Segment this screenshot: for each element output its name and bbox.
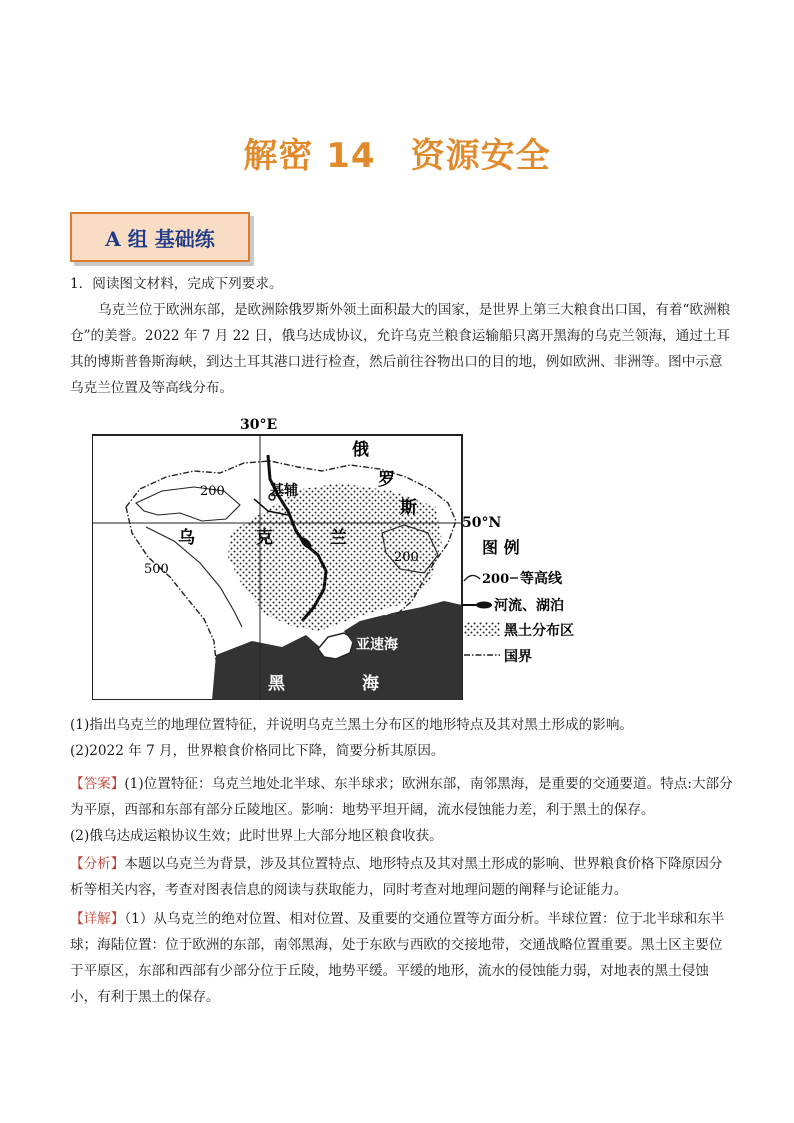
analysis-tag: 【分析】 bbox=[70, 856, 125, 872]
legend-contour-symbol bbox=[464, 575, 480, 581]
legend-title: 图 例 bbox=[482, 538, 520, 557]
question-intro: 1．阅读图文材料，完成下列要求。 bbox=[70, 276, 283, 292]
page-title: 解密 14 资源安全 bbox=[243, 136, 551, 176]
black-sea-char-1: 黑 bbox=[268, 674, 285, 694]
black-sea-char-2: 海 bbox=[362, 674, 379, 694]
legend-soil-symbol bbox=[464, 622, 500, 636]
material-paragraph: 乌克兰位于欧洲东部，是欧洲除俄罗斯外领土面积最大的国家，是世界上第三大粮食出口国，有着“欧洲粮仓”的美誉。2022 年 7 月 22 日，俄乌达成协议，允许乌克兰粮食运输船只离开黑海的乌克兰领海，通过土耳其的博斯普鲁斯海峡，到达土耳其港口进行检查，然后前往谷物出口的目的地，例如欧洲、非洲等。图中示意乌克兰位置及等高线分布。 bbox=[70, 302, 731, 396]
group-label-box bbox=[70, 212, 250, 262]
lat-label: 50°N bbox=[462, 515, 502, 531]
lon-label: 30°E bbox=[240, 417, 278, 433]
ukraine-map bbox=[92, 415, 617, 700]
detail-paragraph bbox=[70, 906, 734, 1010]
legend-border-text: 国界 bbox=[504, 649, 532, 665]
sub-question-2: (2)2022 年 7 月，世界粮食价格同比下降，简要分析其原因。 bbox=[70, 743, 445, 759]
analysis-text: 本题以乌克兰为背景，涉及其位置特点、地形特点及其对黑土形成的影响、世界粮食价格下降原因分析等相关内容，考查对图表信息的阅读与获取能力，同时考查对地理问题的阐释与论证能力。 bbox=[70, 856, 723, 898]
legend-soil-text: 黑土分布区 bbox=[504, 623, 574, 639]
russia-char-2: 罗 bbox=[378, 470, 395, 490]
group-label: A 组 基础练 bbox=[105, 226, 215, 251]
russia-char-1: 俄 bbox=[352, 440, 369, 460]
answer-line-2: (2)俄乌达成运粮协议生效；此时世界上大部分地区粮食收获。 bbox=[70, 828, 443, 844]
sub-question-1: (1)指出乌克兰的地理位置特征，并说明乌克兰黑土分布区的地形特点及其对黑土形成的影响。 bbox=[70, 717, 634, 733]
ukraine-char-2: 克 bbox=[256, 528, 273, 548]
kiev-label: 基辅 bbox=[270, 483, 298, 499]
contour-label-500: 500 bbox=[144, 562, 169, 577]
map-legend bbox=[462, 538, 574, 665]
legend-river-text: 河流、湖泊 bbox=[494, 598, 564, 614]
azov-label: 亚速海 bbox=[356, 637, 398, 653]
detail-tag: 【详解】 bbox=[70, 911, 125, 927]
ukraine-char-3: 兰 bbox=[330, 528, 347, 548]
contour-label-200-west: 200 bbox=[200, 484, 225, 499]
legend-lake-symbol bbox=[476, 602, 492, 609]
legend-contour-value: 200 bbox=[482, 572, 510, 587]
russia-char-3: 斯 bbox=[400, 498, 417, 518]
answer-text-1: (1)位置特征：乌克兰地处北半球、东半球求；欧洲东部，南邻黑海，是重要的交通要道。特点:大部分为平原，西部和东部有部分丘陵地区。影响：地势平坦开阔，流水侵蚀能力差，利于黑土的保存。 bbox=[70, 776, 733, 818]
detail-text: （1）从乌克兰的绝对位置、相对位置、及重要的交通位置等方面分析。半球位置：位于北半球和东半球；海陆位置：位于欧洲的东部，南邻黑海，处于东欧与西欧的交接地带，交通战略位置重要。黑土区主要位于平原区，东部和西部有少部分位于丘陵，地势平缓。平缓的地形，流水的侵蚀能力弱，对地表的黑土侵蚀小，有利于黑土的保存。 bbox=[70, 911, 725, 1005]
contour-label-200-east: 200 bbox=[394, 550, 419, 565]
ukraine-char-1: 乌 bbox=[178, 528, 195, 548]
answer-line-1 bbox=[70, 771, 734, 823]
analysis-paragraph bbox=[70, 851, 734, 903]
legend-contour-text: 等高线 bbox=[520, 571, 562, 587]
answer-tag: 【答案】 bbox=[70, 776, 125, 792]
